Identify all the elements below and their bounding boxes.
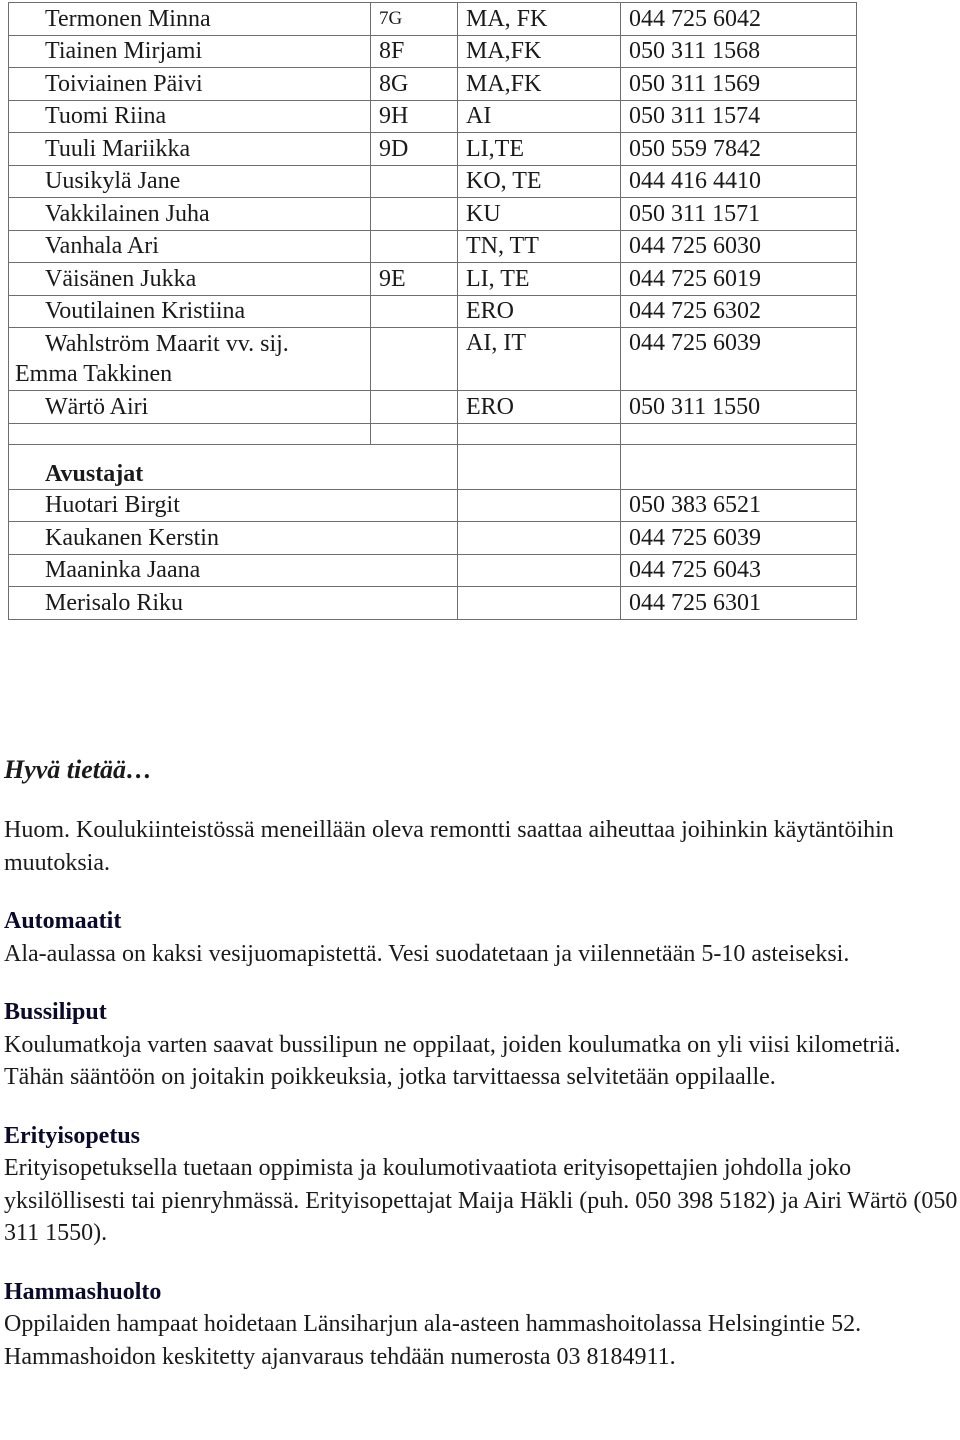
staff-class: 8G <box>371 68 458 101</box>
info-heading: Hammashuolto <box>4 1278 162 1305</box>
staff-name-line2: Emma Takkinen <box>15 361 173 387</box>
table-row <box>9 100 857 133</box>
section-row <box>9 444 857 489</box>
staff-phone: 044 725 6019 <box>621 263 857 296</box>
empty-cell <box>621 423 857 444</box>
staff-class <box>371 165 458 198</box>
table-row <box>9 587 857 620</box>
staff-phone: 050 311 1568 <box>621 35 857 68</box>
assistant-name: Kaukanen Kerstin <box>9 522 458 555</box>
table-row <box>9 198 857 231</box>
staff-class <box>371 230 458 263</box>
empty-cell <box>458 522 621 555</box>
staff-subjects: AI, IT <box>458 328 621 391</box>
info-text: Oppilaiden hampaat hoidetaan Länsiharjun ala-asteen hammashoitolassa Helsingintie 52. Hammashoidon keskitetty ajanvaraus tehdään numerosta 03 8184911. <box>4 1311 862 1370</box>
staff-phone: 044 725 6039 <box>621 328 857 391</box>
empty-cell <box>458 423 621 444</box>
empty-cell <box>9 423 371 444</box>
staff-subjects: ERO <box>458 295 621 328</box>
staff-class <box>371 391 458 424</box>
staff-name: Tuuli Mariikka <box>9 133 371 166</box>
staff-class: 9D <box>371 133 458 166</box>
table-row <box>9 489 857 522</box>
empty-cell <box>371 423 458 444</box>
info-heading: Erityisopetus <box>4 1122 141 1149</box>
staff-name <box>9 328 371 391</box>
staff-class: 8F <box>371 35 458 68</box>
staff-name: Uusikylä Jane <box>9 165 371 198</box>
staff-table <box>8 2 857 620</box>
assistant-phone: 050 383 6521 <box>621 489 857 522</box>
staff-phone: 044 725 6030 <box>621 230 857 263</box>
info-text: Ala-aulassa on kaksi vesijuomapistettä. Vesi suodatetaan ja viilennetään 5-10 asteiseksi. <box>4 940 850 967</box>
staff-class <box>371 328 458 391</box>
info-paragraph <box>4 996 960 1094</box>
table-row <box>9 230 857 263</box>
staff-subjects: TN, TT <box>458 230 621 263</box>
assistant-name: Maaninka Jaana <box>9 554 458 587</box>
staff-subjects: KO, TE <box>458 165 621 198</box>
info-paragraph <box>4 1276 960 1374</box>
info-text: Erityisopetuksella tuetaan oppimista ja koulumotivaatiota erityisopettajien johdolla joko yksilöllisesti tai pienryhmässä. Erityisopettajat Maija Häkli (puh. 050 398 5182) ja Airi Wärtö (050 311 1550). <box>4 1155 958 1246</box>
staff-phone: 044 725 6042 <box>621 3 857 36</box>
table-row <box>9 263 857 296</box>
empty-cell <box>458 587 621 620</box>
staff-class: 9E <box>371 263 458 296</box>
table-row <box>9 295 857 328</box>
info-sections <box>4 905 960 1373</box>
assistant-name: Huotari Birgit <box>9 489 458 522</box>
staff-name: Voutilainen Kristiina <box>9 295 371 328</box>
table-row <box>9 522 857 555</box>
empty-cell <box>458 489 621 522</box>
staff-name: Tiainen Mirjami <box>9 35 371 68</box>
staff-subjects: LI,TE <box>458 133 621 166</box>
info-title: Hyvä tietää… <box>4 755 153 784</box>
info-section <box>4 752 960 1399</box>
staff-phone: 044 725 6302 <box>621 295 857 328</box>
info-heading: Automaatit <box>4 908 122 934</box>
staff-subjects: AI <box>458 100 621 133</box>
staff-class <box>371 295 458 328</box>
staff-name: Vanhala Ari <box>9 230 371 263</box>
staff-subjects: MA,FK <box>458 68 621 101</box>
staff-phone: 050 311 1571 <box>621 198 857 231</box>
staff-subjects: LI, TE <box>458 263 621 296</box>
table-row <box>9 3 857 36</box>
table-row <box>9 133 857 166</box>
spacer-row <box>9 423 857 444</box>
staff-name: Termonen Minna <box>9 3 371 36</box>
staff-name: Tuomi Riina <box>9 100 371 133</box>
info-text: Koulumatkoja varten saavat bussilipun ne oppilaat, joiden koulumatka on yli viisi kilometriä. Tähän sääntöön on joitakin poikkeuksia, jotka tarvittaessa selvitetään oppilaalle. <box>4 1031 901 1090</box>
empty-cell <box>458 554 621 587</box>
staff-name: Väisänen Jukka <box>9 263 371 296</box>
assistant-phone: 044 725 6301 <box>621 587 857 620</box>
staff-name: Vakkilainen Juha <box>9 198 371 231</box>
staff-class: 9H <box>371 100 458 133</box>
staff-phone: 050 311 1550 <box>621 391 857 424</box>
table-row <box>9 165 857 198</box>
staff-subjects: MA, FK <box>458 3 621 36</box>
table-row <box>9 68 857 101</box>
staff-phone: 050 559 7842 <box>621 133 857 166</box>
info-heading: Bussiliput <box>4 999 107 1025</box>
staff-name-line1: Wahlström Maarit vv. sij. <box>45 331 289 357</box>
staff-class: 7G <box>371 3 458 36</box>
info-note: Huom. Koulukiinteistössä meneillään oleva remontti saattaa aiheuttaa joihinkin käytäntöihin muutoksia. <box>4 817 894 876</box>
empty-cell <box>458 444 621 489</box>
staff-phone: 050 311 1574 <box>621 100 857 133</box>
table-row <box>9 554 857 587</box>
assistant-name: Merisalo Riku <box>9 587 458 620</box>
table-row <box>9 328 857 391</box>
staff-subjects: KU <box>458 198 621 231</box>
staff-subjects: MA,FK <box>458 35 621 68</box>
staff-name: Toiviainen Päivi <box>9 68 371 101</box>
staff-table-body <box>9 3 857 620</box>
empty-cell <box>621 444 857 489</box>
staff-name: Wärtö Airi <box>9 391 371 424</box>
assistant-phone: 044 725 6043 <box>621 554 857 587</box>
staff-subjects: ERO <box>458 391 621 424</box>
assistants-heading: Avustajat <box>9 444 458 489</box>
staff-phone: 050 311 1569 <box>621 68 857 101</box>
staff-phone: 044 416 4410 <box>621 165 857 198</box>
table-row <box>9 35 857 68</box>
assistant-phone: 044 725 6039 <box>621 522 857 555</box>
staff-class <box>371 198 458 231</box>
table-row <box>9 391 857 424</box>
info-paragraph <box>4 905 960 970</box>
info-paragraph <box>4 1120 960 1250</box>
